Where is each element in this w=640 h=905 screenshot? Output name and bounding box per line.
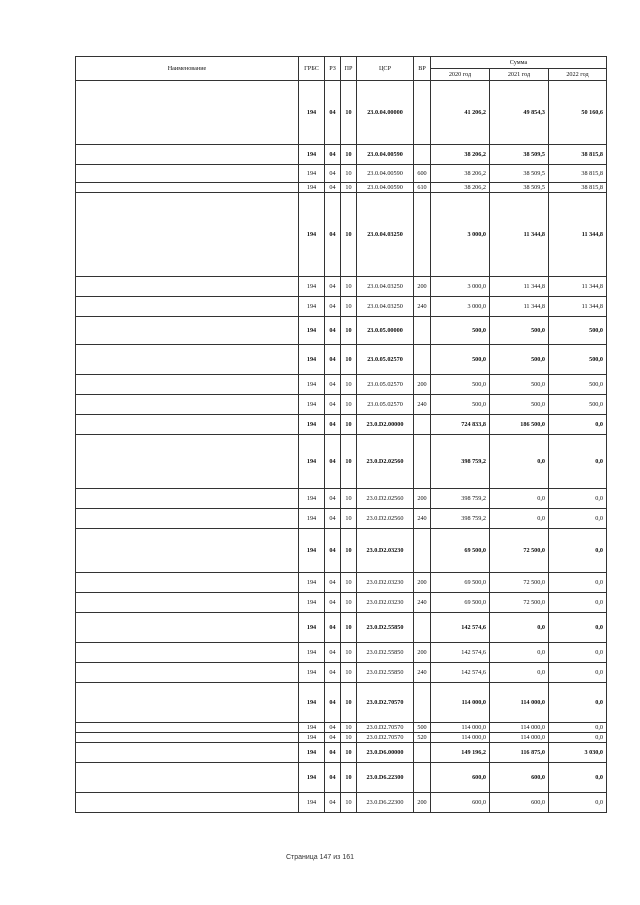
cell-rz: 04 xyxy=(325,683,341,723)
table-row xyxy=(76,743,607,763)
cell-2021: 114 000,0 xyxy=(490,723,549,733)
cell-rz: 04 xyxy=(325,165,341,183)
cell-name xyxy=(76,145,299,165)
cell-csr: 23.0.04.00590 xyxy=(357,183,414,193)
cell-vr: 200 xyxy=(414,793,431,813)
table-row xyxy=(76,593,607,613)
cell-grbs: 194 xyxy=(299,489,325,509)
cell-2020: 38 206,2 xyxy=(431,165,490,183)
cell-2021: 500,0 xyxy=(490,345,549,375)
cell-grbs: 194 xyxy=(299,395,325,415)
cell-2020: 600,0 xyxy=(431,763,490,793)
table-row xyxy=(76,415,607,435)
cell-rz: 04 xyxy=(325,723,341,733)
cell-2020: 38 206,2 xyxy=(431,145,490,165)
cell-2020: 398 759,2 xyxy=(431,489,490,509)
cell-2020: 114 000,0 xyxy=(431,683,490,723)
cell-csr: 23.0.04.03250 xyxy=(357,297,414,317)
cell-2020: 69 500,0 xyxy=(431,593,490,613)
cell-grbs: 194 xyxy=(299,573,325,593)
cell-rz: 04 xyxy=(325,183,341,193)
cell-2020: 3 000,0 xyxy=(431,277,490,297)
cell-pr: 10 xyxy=(341,529,357,573)
cell-vr: 610 xyxy=(414,183,431,193)
header-grbs: ГРБС xyxy=(299,57,325,81)
cell-csr: 23.0.05.00000 xyxy=(357,317,414,345)
cell-csr: 23.0.D6.22300 xyxy=(357,763,414,793)
cell-csr: 23.0.D2.55850 xyxy=(357,643,414,663)
cell-csr: 23.0.D2.70570 xyxy=(357,733,414,743)
cell-2022: 0,0 xyxy=(549,489,607,509)
cell-grbs: 194 xyxy=(299,277,325,297)
cell-name xyxy=(76,165,299,183)
cell-rz: 04 xyxy=(325,763,341,793)
cell-2021: 500,0 xyxy=(490,395,549,415)
cell-vr: 200 xyxy=(414,375,431,395)
cell-2022: 0,0 xyxy=(549,613,607,643)
table-row xyxy=(76,297,607,317)
cell-grbs: 194 xyxy=(299,613,325,643)
cell-2021: 11 344,8 xyxy=(490,277,549,297)
cell-grbs: 194 xyxy=(299,723,325,733)
cell-2022: 0,0 xyxy=(549,763,607,793)
cell-name xyxy=(76,435,299,489)
cell-pr: 10 xyxy=(341,415,357,435)
cell-2021: 186 500,0 xyxy=(490,415,549,435)
cell-2020: 500,0 xyxy=(431,375,490,395)
cell-rz: 04 xyxy=(325,317,341,345)
table-row xyxy=(76,317,607,345)
cell-2022: 500,0 xyxy=(549,395,607,415)
budget-page xyxy=(75,56,606,813)
cell-grbs: 194 xyxy=(299,345,325,375)
cell-2020: 41 206,2 xyxy=(431,81,490,145)
cell-grbs: 194 xyxy=(299,763,325,793)
cell-pr: 10 xyxy=(341,81,357,145)
cell-grbs: 194 xyxy=(299,81,325,145)
cell-2020: 69 500,0 xyxy=(431,573,490,593)
cell-pr: 10 xyxy=(341,193,357,277)
cell-vr xyxy=(414,145,431,165)
cell-rz: 04 xyxy=(325,145,341,165)
cell-2022: 38 815,8 xyxy=(549,145,607,165)
cell-2022: 0,0 xyxy=(549,733,607,743)
cell-grbs: 194 xyxy=(299,529,325,573)
cell-name xyxy=(76,489,299,509)
table-row xyxy=(76,489,607,509)
cell-grbs: 194 xyxy=(299,193,325,277)
cell-2021: 600,0 xyxy=(490,763,549,793)
cell-name xyxy=(76,277,299,297)
cell-2021: 500,0 xyxy=(490,375,549,395)
cell-2022: 3 030,0 xyxy=(549,743,607,763)
cell-2021: 11 344,8 xyxy=(490,297,549,317)
cell-2021: 0,0 xyxy=(490,643,549,663)
cell-rz: 04 xyxy=(325,573,341,593)
cell-rz: 04 xyxy=(325,663,341,683)
table-row xyxy=(76,723,607,733)
cell-vr xyxy=(414,763,431,793)
cell-name xyxy=(76,613,299,643)
cell-2022: 500,0 xyxy=(549,317,607,345)
cell-2021: 0,0 xyxy=(490,613,549,643)
cell-name xyxy=(76,297,299,317)
cell-vr xyxy=(414,193,431,277)
cell-2021: 0,0 xyxy=(490,435,549,489)
header-pr: ПР xyxy=(341,57,357,81)
cell-2022: 0,0 xyxy=(549,593,607,613)
cell-pr: 10 xyxy=(341,435,357,489)
cell-rz: 04 xyxy=(325,375,341,395)
cell-grbs: 194 xyxy=(299,683,325,723)
cell-2020: 142 574,6 xyxy=(431,643,490,663)
cell-2022: 0,0 xyxy=(549,643,607,663)
table-row xyxy=(76,395,607,415)
cell-name xyxy=(76,375,299,395)
cell-pr: 10 xyxy=(341,165,357,183)
cell-rz: 04 xyxy=(325,733,341,743)
cell-2022: 11 344,8 xyxy=(549,193,607,277)
cell-name xyxy=(76,317,299,345)
cell-grbs: 194 xyxy=(299,297,325,317)
table-row xyxy=(76,345,607,375)
cell-csr: 23.0.05.02570 xyxy=(357,345,414,375)
header-year-2020: 2020 год xyxy=(431,69,490,81)
budget-table xyxy=(75,56,607,813)
cell-2020: 600,0 xyxy=(431,793,490,813)
cell-grbs: 194 xyxy=(299,643,325,663)
cell-csr: 23.0.D2.03230 xyxy=(357,529,414,573)
cell-pr: 10 xyxy=(341,593,357,613)
cell-2022: 0,0 xyxy=(549,793,607,813)
cell-grbs: 194 xyxy=(299,743,325,763)
cell-name xyxy=(76,415,299,435)
cell-csr: 23.0.D2.03230 xyxy=(357,593,414,613)
cell-name xyxy=(76,345,299,375)
cell-name xyxy=(76,193,299,277)
header-year-2021: 2021 год xyxy=(490,69,549,81)
cell-vr xyxy=(414,683,431,723)
cell-vr xyxy=(414,415,431,435)
cell-rz: 04 xyxy=(325,509,341,529)
cell-name xyxy=(76,593,299,613)
cell-csr: 23.0.04.00590 xyxy=(357,145,414,165)
cell-name xyxy=(76,529,299,573)
cell-pr: 10 xyxy=(341,345,357,375)
cell-2021: 600,0 xyxy=(490,793,549,813)
cell-2020: 3 000,0 xyxy=(431,193,490,277)
cell-vr: 200 xyxy=(414,573,431,593)
cell-rz: 04 xyxy=(325,297,341,317)
table-row xyxy=(76,683,607,723)
cell-2021: 38 509,5 xyxy=(490,183,549,193)
table-header-row xyxy=(76,57,607,69)
cell-csr: 23.0.D2.02560 xyxy=(357,509,414,529)
cell-pr: 10 xyxy=(341,743,357,763)
cell-vr xyxy=(414,613,431,643)
cell-pr: 10 xyxy=(341,183,357,193)
cell-rz: 04 xyxy=(325,345,341,375)
cell-vr xyxy=(414,435,431,489)
cell-pr: 10 xyxy=(341,643,357,663)
header-vr: ВР xyxy=(414,57,431,81)
cell-name xyxy=(76,183,299,193)
cell-2021: 38 509,5 xyxy=(490,145,549,165)
cell-csr: 23.0.D2.00000 xyxy=(357,415,414,435)
cell-vr: 200 xyxy=(414,489,431,509)
cell-pr: 10 xyxy=(341,733,357,743)
cell-vr: 240 xyxy=(414,593,431,613)
cell-2021: 72 500,0 xyxy=(490,593,549,613)
table-row xyxy=(76,573,607,593)
table-row xyxy=(76,277,607,297)
cell-name xyxy=(76,683,299,723)
cell-2020: 724 833,8 xyxy=(431,415,490,435)
cell-2022: 11 344,8 xyxy=(549,297,607,317)
table-row xyxy=(76,763,607,793)
cell-vr: 200 xyxy=(414,277,431,297)
cell-csr: 23.0.D6.00000 xyxy=(357,743,414,763)
cell-vr: 520 xyxy=(414,733,431,743)
cell-2022: 0,0 xyxy=(549,415,607,435)
cell-vr: 500 xyxy=(414,723,431,733)
cell-rz: 04 xyxy=(325,395,341,415)
cell-grbs: 194 xyxy=(299,793,325,813)
cell-2021: 116 875,0 xyxy=(490,743,549,763)
cell-2021: 11 344,8 xyxy=(490,193,549,277)
cell-pr: 10 xyxy=(341,375,357,395)
table-row xyxy=(76,81,607,145)
table-row xyxy=(76,643,607,663)
cell-2021: 114 000,0 xyxy=(490,733,549,743)
cell-rz: 04 xyxy=(325,277,341,297)
cell-2022: 0,0 xyxy=(549,723,607,733)
cell-vr: 600 xyxy=(414,165,431,183)
cell-rz: 04 xyxy=(325,435,341,489)
cell-2022: 0,0 xyxy=(549,683,607,723)
cell-2020: 398 759,2 xyxy=(431,435,490,489)
cell-csr: 23.0.04.03250 xyxy=(357,277,414,297)
cell-2021: 72 500,0 xyxy=(490,529,549,573)
cell-csr: 23.0.D2.02560 xyxy=(357,489,414,509)
cell-2020: 114 000,0 xyxy=(431,733,490,743)
cell-2021: 38 509,5 xyxy=(490,165,549,183)
cell-pr: 10 xyxy=(341,573,357,593)
cell-name xyxy=(76,763,299,793)
cell-vr: 240 xyxy=(414,395,431,415)
cell-csr: 23.0.D2.02560 xyxy=(357,435,414,489)
cell-csr: 23.0.05.02570 xyxy=(357,375,414,395)
cell-vr xyxy=(414,317,431,345)
cell-grbs: 194 xyxy=(299,183,325,193)
table-row xyxy=(76,733,607,743)
cell-2020: 500,0 xyxy=(431,395,490,415)
cell-2021: 0,0 xyxy=(490,663,549,683)
cell-rz: 04 xyxy=(325,415,341,435)
cell-csr: 23.0.04.00000 xyxy=(357,81,414,145)
cell-csr: 23.0.D2.70570 xyxy=(357,683,414,723)
cell-2020: 149 196,2 xyxy=(431,743,490,763)
cell-csr: 23.0.05.02570 xyxy=(357,395,414,415)
cell-pr: 10 xyxy=(341,489,357,509)
cell-2021: 72 500,0 xyxy=(490,573,549,593)
cell-2022: 50 160,6 xyxy=(549,81,607,145)
cell-grbs: 194 xyxy=(299,733,325,743)
cell-2021: 0,0 xyxy=(490,489,549,509)
table-row xyxy=(76,145,607,165)
cell-vr: 200 xyxy=(414,643,431,663)
cell-rz: 04 xyxy=(325,613,341,643)
cell-vr xyxy=(414,743,431,763)
cell-grbs: 194 xyxy=(299,415,325,435)
cell-2020: 3 000,0 xyxy=(431,297,490,317)
header-rz: РЗ xyxy=(325,57,341,81)
cell-grbs: 194 xyxy=(299,663,325,683)
cell-2020: 142 574,6 xyxy=(431,613,490,643)
cell-2020: 69 500,0 xyxy=(431,529,490,573)
cell-2020: 38 206,2 xyxy=(431,183,490,193)
cell-pr: 10 xyxy=(341,763,357,793)
cell-2020: 500,0 xyxy=(431,345,490,375)
cell-name xyxy=(76,509,299,529)
cell-csr: 23.0.D2.70570 xyxy=(357,723,414,733)
table-body xyxy=(76,81,607,813)
cell-2022: 38 815,8 xyxy=(549,165,607,183)
cell-rz: 04 xyxy=(325,593,341,613)
cell-vr xyxy=(414,529,431,573)
cell-2022: 0,0 xyxy=(549,509,607,529)
cell-grbs: 194 xyxy=(299,375,325,395)
cell-rz: 04 xyxy=(325,643,341,663)
cell-2021: 500,0 xyxy=(490,317,549,345)
cell-2020: 500,0 xyxy=(431,317,490,345)
table-row xyxy=(76,435,607,489)
cell-2022: 0,0 xyxy=(549,529,607,573)
cell-2021: 49 854,3 xyxy=(490,81,549,145)
cell-2022: 0,0 xyxy=(549,435,607,489)
cell-grbs: 194 xyxy=(299,165,325,183)
header-sum: Сумма xyxy=(431,57,607,69)
cell-name xyxy=(76,643,299,663)
cell-pr: 10 xyxy=(341,509,357,529)
cell-rz: 04 xyxy=(325,81,341,145)
page-number: Страница 147 из 161 xyxy=(285,854,355,861)
cell-pr: 10 xyxy=(341,317,357,345)
cell-2021: 0,0 xyxy=(490,509,549,529)
cell-2022: 38 815,8 xyxy=(549,183,607,193)
table-row xyxy=(76,509,607,529)
table-row xyxy=(76,793,607,813)
cell-vr: 240 xyxy=(414,663,431,683)
cell-grbs: 194 xyxy=(299,317,325,345)
cell-2020: 398 759,2 xyxy=(431,509,490,529)
table-row xyxy=(76,183,607,193)
cell-pr: 10 xyxy=(341,663,357,683)
cell-pr: 10 xyxy=(341,683,357,723)
cell-rz: 04 xyxy=(325,793,341,813)
table-row xyxy=(76,529,607,573)
cell-grbs: 194 xyxy=(299,435,325,489)
cell-2022: 500,0 xyxy=(549,345,607,375)
cell-2021: 114 000,0 xyxy=(490,683,549,723)
cell-2022: 500,0 xyxy=(549,375,607,395)
cell-csr: 23.0.04.00590 xyxy=(357,165,414,183)
cell-csr: 23.0.D2.55850 xyxy=(357,663,414,683)
table-row xyxy=(76,663,607,683)
cell-2020: 114 000,0 xyxy=(431,723,490,733)
cell-vr xyxy=(414,81,431,145)
header-name: Наименование xyxy=(76,57,299,81)
cell-2022: 11 344,8 xyxy=(549,277,607,297)
cell-name xyxy=(76,793,299,813)
cell-grbs: 194 xyxy=(299,593,325,613)
table-row xyxy=(76,375,607,395)
cell-name xyxy=(76,743,299,763)
cell-pr: 10 xyxy=(341,395,357,415)
cell-rz: 04 xyxy=(325,193,341,277)
cell-vr: 240 xyxy=(414,297,431,317)
cell-grbs: 194 xyxy=(299,145,325,165)
cell-pr: 10 xyxy=(341,793,357,813)
cell-pr: 10 xyxy=(341,145,357,165)
table-row xyxy=(76,613,607,643)
cell-csr: 23.0.D2.55850 xyxy=(357,613,414,643)
cell-name xyxy=(76,81,299,145)
cell-csr: 23.0.04.03250 xyxy=(357,193,414,277)
cell-csr: 23.0.D6.22300 xyxy=(357,793,414,813)
header-csr: ЦСР xyxy=(357,57,414,81)
cell-grbs: 194 xyxy=(299,509,325,529)
cell-vr: 240 xyxy=(414,509,431,529)
cell-2022: 0,0 xyxy=(549,573,607,593)
header-year-2022: 2022 год xyxy=(549,69,607,81)
cell-2022: 0,0 xyxy=(549,663,607,683)
cell-name xyxy=(76,395,299,415)
cell-vr xyxy=(414,345,431,375)
cell-pr: 10 xyxy=(341,297,357,317)
table-row xyxy=(76,193,607,277)
cell-name xyxy=(76,573,299,593)
cell-csr: 23.0.D2.03230 xyxy=(357,573,414,593)
cell-rz: 04 xyxy=(325,529,341,573)
cell-pr: 10 xyxy=(341,723,357,733)
cell-2020: 142 574,6 xyxy=(431,663,490,683)
cell-name xyxy=(76,723,299,733)
cell-name xyxy=(76,663,299,683)
cell-pr: 10 xyxy=(341,613,357,643)
cell-rz: 04 xyxy=(325,743,341,763)
cell-rz: 04 xyxy=(325,489,341,509)
cell-name xyxy=(76,733,299,743)
cell-pr: 10 xyxy=(341,277,357,297)
table-row xyxy=(76,165,607,183)
